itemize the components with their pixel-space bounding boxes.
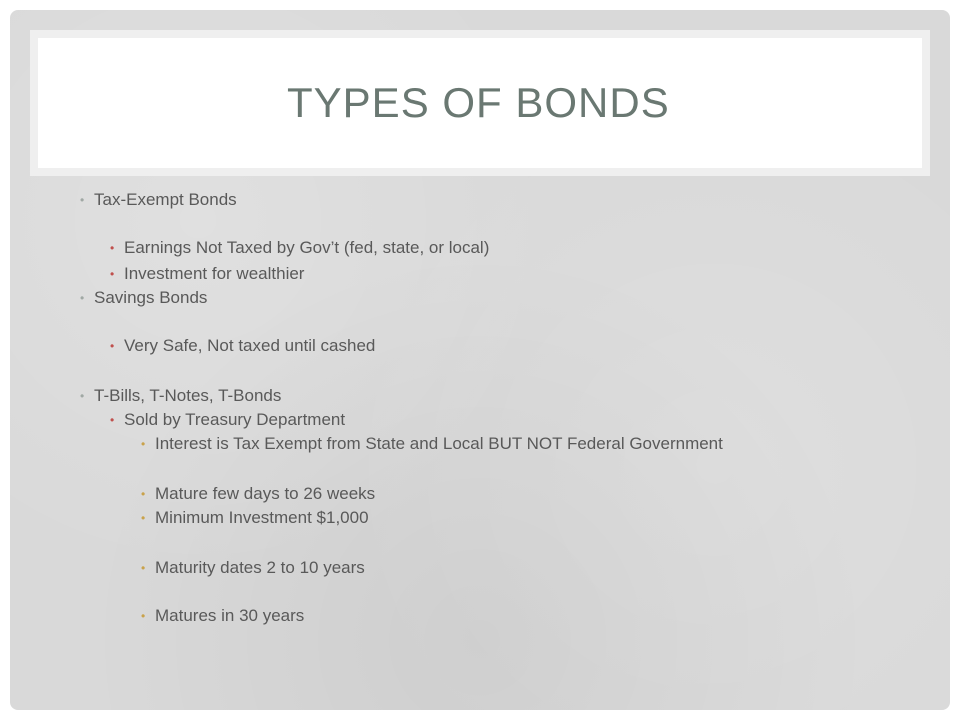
bullet-dot-icon: •: [141, 609, 146, 623]
bullet-t-bills: [80, 386, 282, 406]
bullet-dot-icon: •: [80, 291, 85, 305]
bullet-dot-icon: •: [141, 437, 146, 451]
bullet-text: T-Bills, T-Notes, T-Bonds: [94, 386, 282, 405]
bullet-interest-tax-exempt: [141, 434, 723, 454]
bullet-text: Interest is Tax Exempt from State and Local BUT NOT Federal Government: [155, 434, 723, 453]
bullet-text: Tax-Exempt Bonds: [94, 190, 237, 209]
bullet-text: Very Safe, Not taxed until cashed: [124, 336, 376, 355]
bullet-savings-bonds: [80, 288, 208, 308]
bullet-dot-icon: •: [141, 487, 146, 501]
bullet-text: Minimum Investment $1,000: [155, 508, 369, 527]
bullet-dot-icon: •: [110, 339, 115, 353]
bullet-text: Investment for wealthier: [124, 264, 305, 283]
bullet-maturity-dates: [141, 558, 365, 578]
bullet-text: Mature few days to 26 weeks: [155, 484, 376, 503]
bullet-text: Savings Bonds: [94, 288, 208, 307]
bullet-minimum-investment: [141, 508, 369, 528]
bullet-dot-icon: •: [80, 389, 85, 403]
bullet-earnings-not-taxed: [110, 238, 490, 258]
slide-title: TYPES OF BONDS: [287, 79, 670, 126]
bullet-dot-icon: •: [141, 561, 146, 575]
bullet-very-safe: [110, 336, 376, 356]
bullet-investment-wealthier: [110, 264, 305, 284]
bullet-text: Matures in 30 years: [155, 606, 305, 625]
bullet-dot-icon: •: [110, 241, 115, 255]
slide: [10, 10, 950, 710]
bullet-tax-exempt-bonds: [80, 190, 237, 210]
bullet-mature-few-days: [141, 484, 376, 504]
bullet-dot-icon: •: [110, 267, 115, 281]
bullet-dot-icon: •: [141, 511, 146, 525]
bullet-dot-icon: •: [80, 193, 85, 207]
bullet-dot-icon: •: [110, 413, 115, 427]
bullet-text: Earnings Not Taxed by Gov’t (fed, state, or local): [124, 238, 490, 257]
bullet-text: Maturity dates 2 to 10 years: [155, 558, 365, 577]
bullet-matures-30-years: [141, 606, 305, 626]
bullet-text: Sold by Treasury Department: [124, 410, 346, 429]
bullet-list: [10, 10, 950, 710]
bullet-sold-by-treasury: [110, 410, 346, 430]
